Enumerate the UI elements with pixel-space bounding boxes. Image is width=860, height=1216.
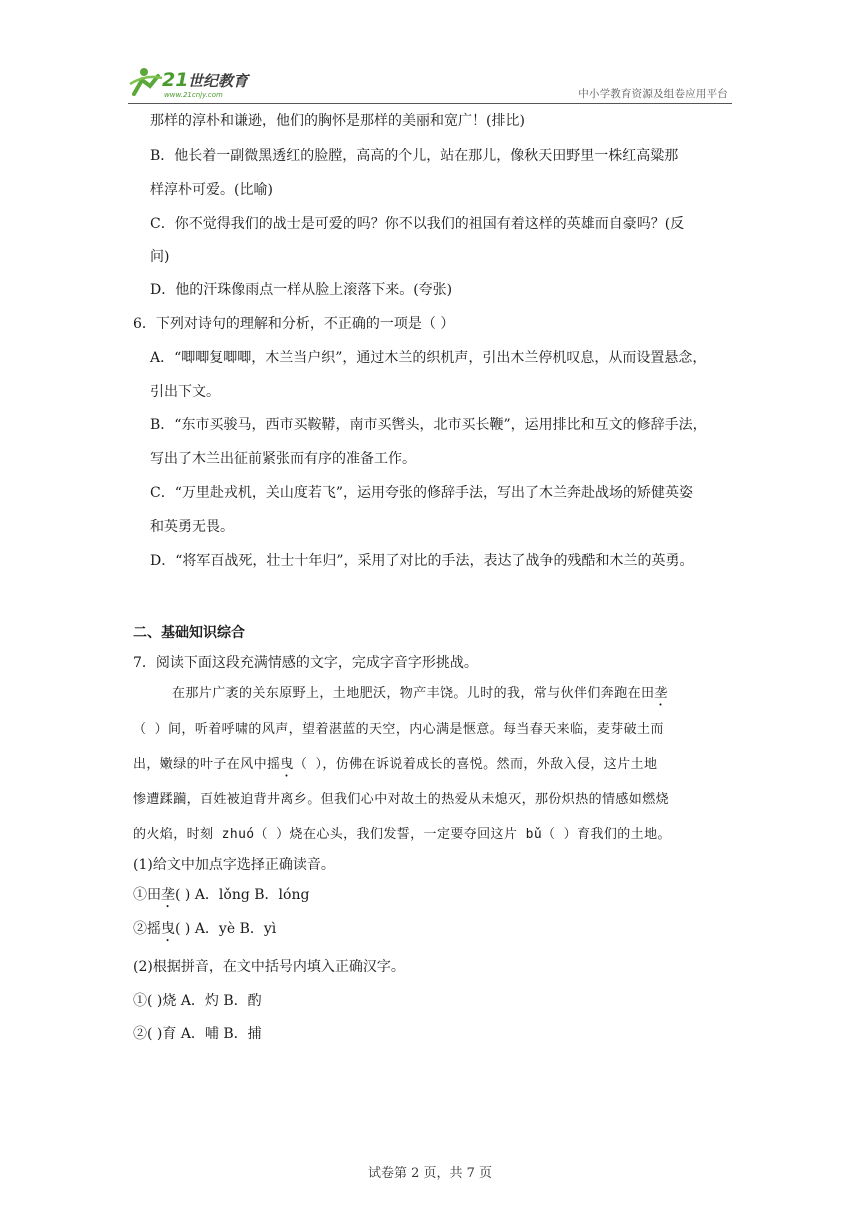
- section-2-title: 二、基础知识综合: [133, 625, 245, 641]
- logo-21cnjy-icon: [128, 64, 268, 100]
- q6-stem: 6．下列对诗句的理解和分析，不正确的一项是（ ）: [133, 316, 455, 332]
- q6-option-a-line1: A．“唧唧复唧唧，木兰当户织”，通过木兰的织机声，引出木兰停机叹息，从而设置悬念，: [150, 350, 707, 366]
- svg-text:世纪教育: 世纪教育: [188, 72, 249, 90]
- page-header: [128, 58, 732, 104]
- q7-passage-line5: 的火焰，时刻 zhuó（ ）烧在心头，我们发誓，一定要夺回这片 bǔ（ ）育我们的土地。: [133, 827, 671, 842]
- q6-option-c-line1: C．“万里赴戎机，关山度若飞”，运用夸张的修辞手法，写出了木兰奔赴战场的矫健英姿: [150, 485, 694, 501]
- q7-passage-line4: 惨遭蹂躏，百姓被迫背井离乡。但我们心中对故土的热爱从未熄灭，那份炽热的情感如燃烧: [133, 792, 670, 807]
- q7-passage-line3: [133, 755, 657, 780]
- q5-option-c-line1: C．你不觉得我们的战士是可爱的吗？你不以我们的祖国有着这样的英雄而自豪吗？(反: [150, 216, 685, 232]
- q7-subquestion-2: (2)根据拼音，在文中括号内填入正确汉字。: [133, 959, 405, 975]
- q7-sub1-item-2: [133, 919, 276, 945]
- q5-option-d: D．他的汗珠像雨点一样从脸上滚落下来。(夸张): [150, 282, 453, 298]
- q7-dotted-char-1: 垄: [654, 686, 668, 701]
- q6-option-c-line2: 和英勇无畏。: [150, 519, 234, 535]
- svg-text:21: 21: [162, 69, 189, 91]
- q7-stem: 7．阅读下面这段充满情感的文字，完成字音字形挑战。: [133, 655, 478, 671]
- q7-passage-line3-text-b: （ ），仿佛在诉说着成长的喜悦。然而，外敌入侵，这片土地: [293, 757, 658, 772]
- header-platform-name: 中小学教育资源及组卷应用平台: [578, 88, 728, 100]
- q5-option-c-line2: 问): [150, 249, 170, 265]
- q5-option-b-line1: B．他长着一副微黑透红的脸膛，高高的个儿，站在那儿，像秋天田野里一株红高粱那: [150, 148, 679, 164]
- q7-passage-line1-text: 在那片广袤的关东原野上，土地肥沃，物产丰饶。儿时的我，常与伙伴们奔跑在田: [172, 686, 655, 701]
- q6-option-a-line2: 引出下文。: [150, 384, 220, 400]
- logo-url: www.21cnjy.com: [164, 91, 223, 99]
- page-footer: 试卷第 2 页，共 7 页: [367, 1166, 493, 1181]
- q7-passage-line1: [172, 684, 668, 709]
- q7-passage-line2: （ ）间，听着呼啸的风声，望着湛蓝的天空，内心满是惬意。每当春天来临，麦芽破土而: [133, 722, 664, 737]
- q7-sub2-item-1: ①( )烧 A．灼 B．酌: [133, 993, 262, 1009]
- q7-sub1-item-2-dotted: 曳: [161, 921, 175, 937]
- q6-option-b-line1: B．“东市买骏马，西市买鞍鞯，南市买辔头，北市买长鞭”，运用排比和互文的修辞手法，: [150, 417, 707, 433]
- q7-dotted-char-2: 曳: [280, 757, 294, 772]
- q7-subquestion-1: (1)给文中加点字选择正确读音。: [133, 857, 335, 873]
- q7-sub1-item-1-prefix: ①田: [133, 887, 161, 903]
- q7-sub1-item-1-dotted: 垄: [161, 887, 175, 903]
- q5-option-a-cont: 那样的淳朴和谦逊，他们的胸怀是那样的美丽和宽广！(排比): [150, 113, 525, 129]
- q7-sub1-item-1-options: ( ) A．lǒng B．lóng: [175, 887, 310, 903]
- q7-passage-line3-text-a: 出，嫩绿的叶子在风中摇: [133, 757, 281, 772]
- q7-sub1-item-2-prefix: ②摇: [133, 921, 161, 937]
- q6-option-d: D．“将军百战死，壮士十年归”，采用了对比的手法，表达了战争的残酷和木兰的英勇。: [150, 553, 694, 569]
- q6-option-b-line2: 写出了木兰出征前紧张而有序的准备工作。: [150, 451, 416, 467]
- q7-sub1-item-1: [133, 885, 309, 911]
- q5-option-b-line2: 样淳朴可爱。(比喻): [150, 182, 273, 198]
- q7-sub1-item-2-options: ( ) A．yè B．yì: [175, 921, 277, 937]
- q7-sub2-item-2: ②( )育 A．哺 B．捕: [133, 1026, 262, 1042]
- header-divider: [128, 103, 732, 104]
